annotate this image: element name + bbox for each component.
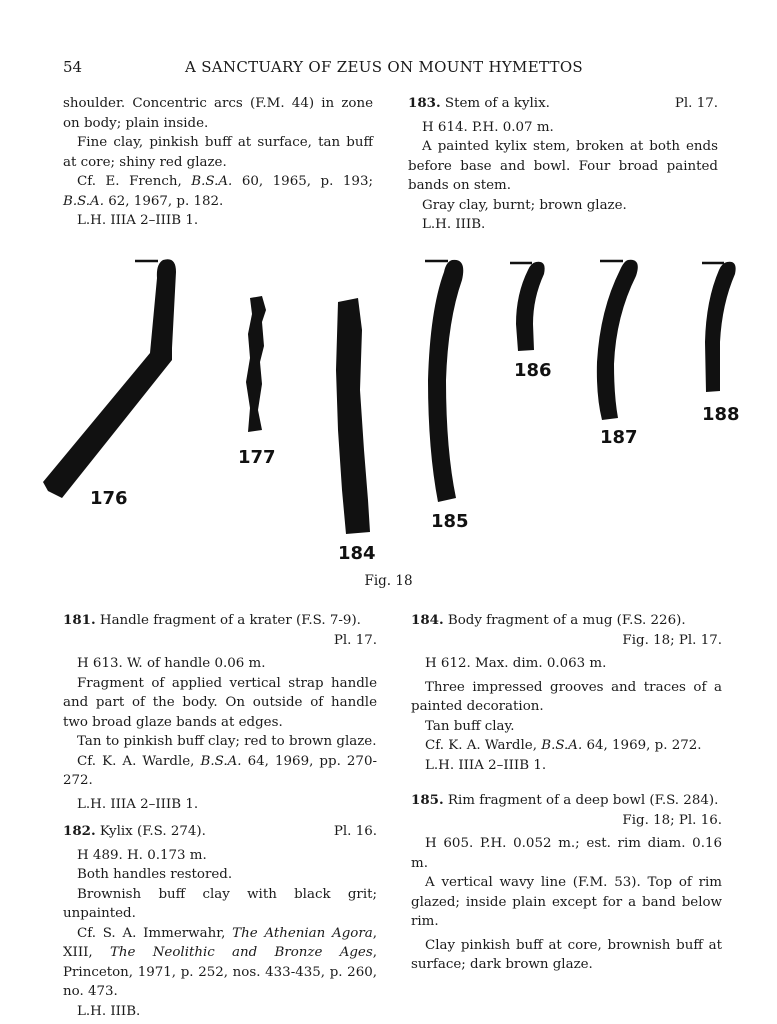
entry-number: 184. <box>411 612 444 628</box>
plate-ref: Fig. 18; Pl. 16. <box>622 812 722 828</box>
entry-heading <box>63 611 377 631</box>
entry-title: Body fragment of a mug (F.S. 226). <box>447 613 686 628</box>
reference-text: Cf. E. French, B.S.A. 60, 1965, p. 193; B.S.A. 62, 1967, p. 182. <box>63 174 373 209</box>
inventory: H 613. W. of handle 0.06 m. <box>77 656 266 671</box>
label-185: 185 <box>431 511 469 532</box>
description: Three impressed grooves and traces of a painted decoration. <box>411 679 722 714</box>
date: L.H. IIIB. <box>422 217 486 232</box>
profile-184 <box>336 298 370 534</box>
date: L.H. IIIA 2–IIIB 1. <box>77 796 199 812</box>
profile-185 <box>425 260 463 502</box>
date: L.H. IIIA 2–IIIB 1. <box>425 757 547 773</box>
plate-ref: Pl. 17. <box>674 96 718 111</box>
lower-left-column <box>63 611 377 1021</box>
reference: Cf. K. A. Wardle, B.S.A. 64, 1969, p. 272. <box>425 738 702 753</box>
profile-177 <box>246 296 266 432</box>
fabric: Tan buff clay. <box>425 718 515 734</box>
plate-ref: Fig. 18; Pl. 17. <box>622 632 722 648</box>
figure-caption: Fig. 18 <box>364 573 413 589</box>
profile-drawings <box>0 250 777 570</box>
entry-185 <box>411 791 722 975</box>
fabric: Clay pinkish buff at core, brownish buff at surface; dark brown glaze. <box>411 937 722 972</box>
entry-title: Stem of a kylix. <box>444 96 550 111</box>
label-176: 176 <box>90 488 128 509</box>
description: Both handles restored. <box>77 867 233 882</box>
label-188: 188 <box>702 404 740 425</box>
entry-181 <box>63 611 377 814</box>
reference: Cf. S. A. Immerwahr, The Athenian Agora, XIII, The Neolithic and Bronze Ages, Princeton, 1971, p. 252, nos. 433-435, p. 260, no. 473. <box>63 925 377 999</box>
entry-title: Kylix (F.S. 274). <box>99 824 206 839</box>
profile-186 <box>510 262 545 351</box>
continuation-text: shoulder. Concentric arcs (F.M. 44) in zone on body; plain inside. <box>63 96 373 131</box>
entry-title: Handle fragment of a krater (F.S. 7-9). <box>99 613 361 628</box>
entry-heading <box>63 822 377 842</box>
label-184: 184 <box>338 543 376 564</box>
inventory: H 489. H. 0.173 m. <box>77 847 207 863</box>
entry-number: 185. <box>411 792 444 808</box>
description: A painted kylix stem, broken at both ends before base and bowl. Four broad painted bands on stem. <box>408 139 718 193</box>
fabric: Brownish buff clay with black grit; unpainted. <box>63 886 377 921</box>
date-text: L.H. IIIA 2–IIIB 1. <box>77 213 199 228</box>
fabric: Tan to pinkish buff clay; red to brown glaze. <box>77 734 377 749</box>
profile-176 <box>43 259 176 498</box>
entry-heading <box>411 791 722 811</box>
entry-heading <box>408 94 718 114</box>
entry-number: 181. <box>63 612 96 628</box>
plate-ref: Pl. 16. <box>333 824 377 839</box>
date: L.H. IIIB. <box>77 1003 141 1019</box>
entry-title: Rim fragment of a deep bowl (F.S. 284). <box>447 793 719 808</box>
entry-heading <box>411 611 722 631</box>
label-177: 177 <box>238 447 276 468</box>
profile-188 <box>702 262 736 392</box>
profile-187 <box>597 260 638 420</box>
entry-number: 182. <box>63 823 96 839</box>
running-head: A SANCTUARY OF ZEUS ON MOUNT HYMETTOS <box>185 58 584 76</box>
lower-right-column <box>411 611 722 975</box>
label-186: 186 <box>514 360 552 381</box>
top-left-column <box>63 94 373 231</box>
page-number: 54 <box>63 58 83 76</box>
description: A vertical wavy line (F.M. 53). Top of rim glazed; inside plain except for a band below rim. <box>411 875 722 929</box>
label-187: 187 <box>600 427 638 448</box>
entry-184 <box>411 611 722 775</box>
plate-ref: Pl. 17. <box>333 632 377 648</box>
figure-18 <box>0 250 777 570</box>
inventory: H 614. P.H. 0.07 m. <box>422 119 554 135</box>
fabric-text: Fine clay, pinkish buff at surface, tan buff at core; shiny red glaze. <box>63 135 373 170</box>
inventory: H 605. P.H. 0.052 m.; est. rim diam. 0.16 m. <box>411 836 722 871</box>
entry-number: 183. <box>408 95 441 111</box>
inventory: H 612. Max. dim. 0.063 m. <box>425 656 607 671</box>
entry-183 <box>408 94 718 235</box>
reference: Cf. K. A. Wardle, B.S.A. 64, 1969, pp. 270-272. <box>63 753 377 788</box>
fabric: Gray clay, burnt; brown glaze. <box>422 197 627 213</box>
description: Fragment of applied vertical strap handle and part of the body. On outside of handle two broad glaze bands at edges. <box>63 675 377 730</box>
entry-182 <box>63 822 377 1021</box>
